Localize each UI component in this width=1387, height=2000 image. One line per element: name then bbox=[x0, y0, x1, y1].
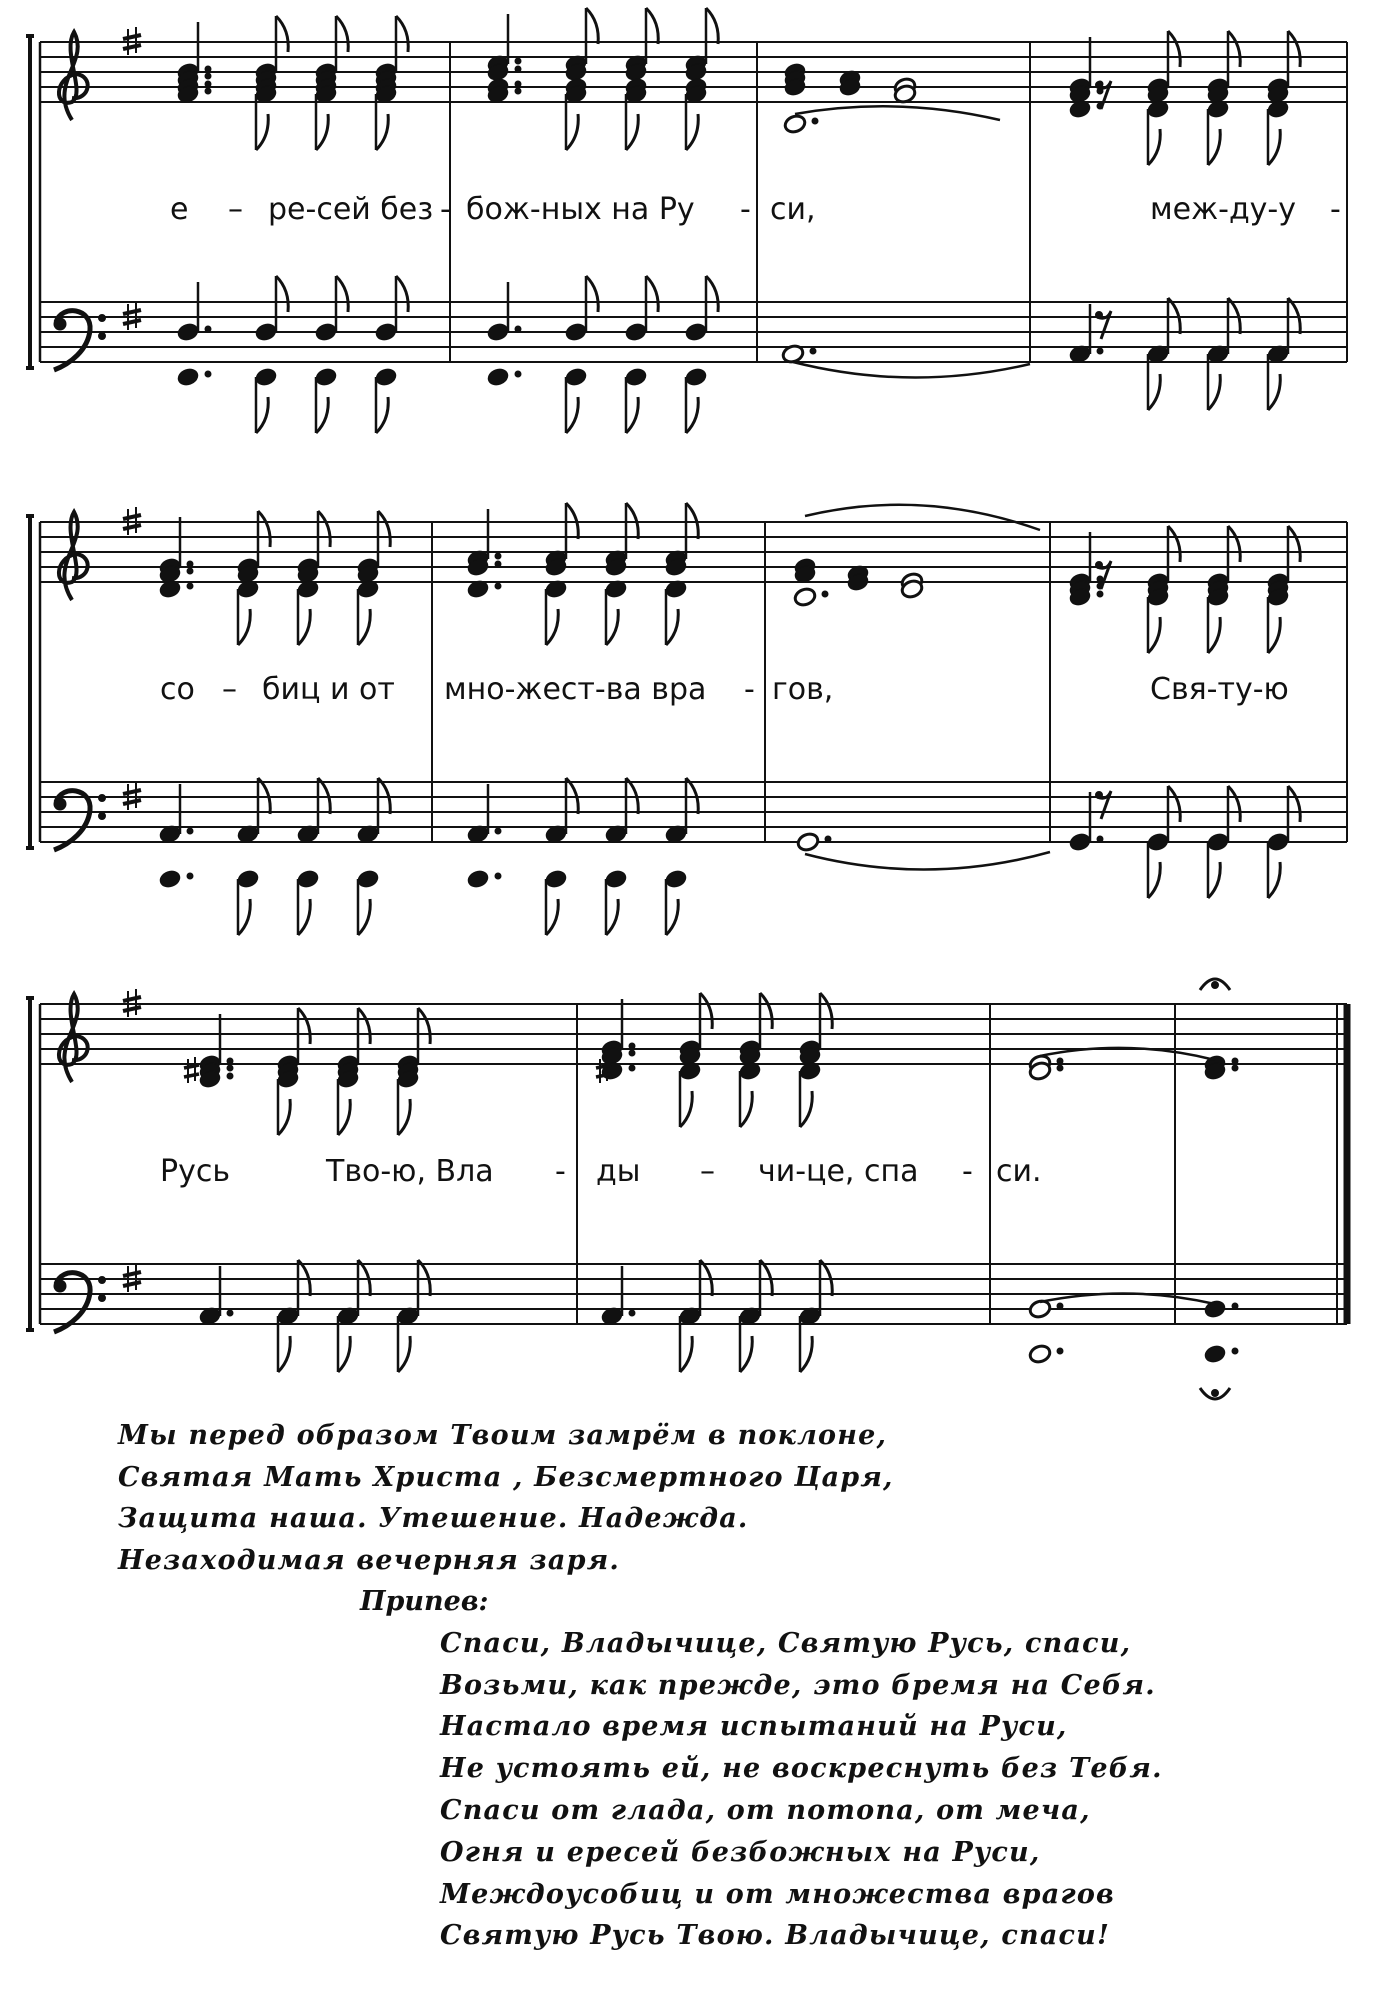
lyric-s3-3: ды bbox=[596, 1154, 641, 1189]
note-head bbox=[604, 869, 628, 890]
lyric-dash: - bbox=[962, 1154, 973, 1189]
note-flag bbox=[298, 1008, 310, 1044]
lyric-s2-1: со bbox=[160, 672, 195, 707]
augmentation-dot bbox=[205, 88, 211, 94]
lyric-dash: - bbox=[440, 192, 451, 227]
augmentation-dot bbox=[810, 348, 816, 354]
note-flag bbox=[646, 8, 658, 44]
augmentation-dot bbox=[1232, 1348, 1238, 1354]
augmentation-dot bbox=[1232, 1065, 1238, 1071]
augmentation-dot bbox=[1097, 836, 1103, 842]
key-sharp-icon bbox=[123, 45, 141, 49]
note-flag bbox=[626, 114, 638, 150]
note-flag bbox=[1148, 617, 1160, 653]
refrain-line: Святую Русь Твою. Владычице, спаси! bbox=[440, 1920, 1111, 1951]
note-flag bbox=[1148, 374, 1160, 410]
note-flag bbox=[1168, 786, 1180, 822]
note-flag bbox=[1228, 31, 1240, 67]
note-head bbox=[296, 869, 320, 890]
note-flag bbox=[1208, 374, 1220, 410]
note-flag bbox=[606, 609, 618, 645]
note-flag bbox=[398, 1336, 410, 1372]
note-head bbox=[314, 367, 338, 388]
eighth-rest-icon bbox=[1096, 562, 1103, 569]
lyric-dash: – bbox=[222, 672, 237, 707]
refrain-line: Возьми, как прежде, это бремя на Себя. bbox=[440, 1670, 1156, 1701]
augmentation-dot bbox=[1097, 576, 1103, 582]
note-flag bbox=[276, 276, 288, 312]
augmentation-dot bbox=[515, 88, 521, 94]
note-flag bbox=[666, 899, 678, 935]
lyric-s1-3: бож-ных на Ру bbox=[466, 192, 695, 227]
note-head bbox=[1266, 832, 1290, 853]
lyric-s3-4: чи-це, спа bbox=[758, 1154, 919, 1189]
lyric-dash: – bbox=[228, 192, 243, 227]
note-flag bbox=[686, 114, 698, 150]
note-flag bbox=[298, 609, 310, 645]
augmentation-dot bbox=[1057, 1058, 1063, 1064]
note-flag bbox=[760, 993, 772, 1029]
note-flag bbox=[378, 511, 390, 547]
note-flag bbox=[336, 16, 348, 52]
note-head bbox=[176, 367, 200, 388]
augmentation-dot bbox=[515, 371, 521, 377]
note-flag bbox=[1268, 129, 1280, 165]
note-head bbox=[1028, 1344, 1052, 1365]
note-flag bbox=[258, 511, 270, 547]
note-flag bbox=[338, 1099, 350, 1135]
note-flag bbox=[800, 1336, 812, 1372]
note-flag bbox=[686, 397, 698, 433]
augmentation-dot bbox=[205, 326, 211, 332]
system-bracket bbox=[26, 998, 34, 1330]
note-flag bbox=[316, 397, 328, 433]
lyric-s3-5: си. bbox=[996, 1154, 1042, 1189]
note-flag bbox=[680, 1091, 692, 1127]
note-flag bbox=[586, 8, 598, 44]
augmentation-dot bbox=[205, 73, 211, 79]
fermata-icon bbox=[1212, 1390, 1219, 1397]
bass-clef-icon bbox=[99, 795, 106, 802]
note-flag bbox=[606, 899, 618, 935]
note-flag bbox=[566, 397, 578, 433]
verse-line: Незаходимая вечерняя заря. bbox=[118, 1545, 620, 1576]
eighth-rest-icon bbox=[1096, 312, 1103, 319]
bass-clef-icon bbox=[54, 1280, 66, 1292]
system-bracket bbox=[26, 516, 34, 848]
key-sharp-icon bbox=[123, 1282, 141, 1286]
note-flag bbox=[740, 1091, 752, 1127]
augmentation-dot bbox=[187, 828, 193, 834]
sharp-accidental-icon bbox=[184, 1065, 199, 1068]
augmentation-dot bbox=[205, 81, 211, 87]
note-head bbox=[664, 869, 688, 890]
note-flag bbox=[740, 1336, 752, 1372]
bass-clef-icon bbox=[54, 798, 66, 810]
lyric-s1-4: си, bbox=[770, 192, 816, 227]
note-flag bbox=[376, 397, 388, 433]
treble-clef-icon bbox=[59, 994, 88, 1082]
note-head bbox=[1203, 1344, 1227, 1365]
note-flag bbox=[256, 114, 268, 150]
augmentation-dot bbox=[1057, 1303, 1063, 1309]
bass-clef-icon bbox=[99, 1277, 106, 1284]
augmentation-dot bbox=[1097, 348, 1103, 354]
key-sharp-icon bbox=[123, 320, 141, 324]
note-flag bbox=[376, 114, 388, 150]
note-flag bbox=[238, 899, 250, 935]
note-head bbox=[374, 322, 398, 343]
note-flag bbox=[238, 609, 250, 645]
note-flag bbox=[358, 899, 370, 935]
augmentation-dot bbox=[515, 81, 521, 87]
note-flag bbox=[358, 609, 370, 645]
bass-clef-icon bbox=[54, 318, 66, 330]
key-sharp-icon bbox=[123, 997, 141, 1001]
treble-clef-icon bbox=[59, 512, 88, 600]
eighth-rest-icon bbox=[1096, 792, 1103, 799]
note-flag bbox=[820, 993, 832, 1029]
refrain-line: Настало время испытаний на Руси, bbox=[440, 1711, 1068, 1742]
note-head bbox=[783, 114, 807, 135]
lyric-dash: - bbox=[740, 192, 751, 227]
note-flag bbox=[1268, 617, 1280, 653]
augmentation-dot bbox=[227, 1310, 233, 1316]
note-flag bbox=[1268, 862, 1280, 898]
slur bbox=[805, 852, 1050, 870]
system-bracket bbox=[26, 36, 34, 368]
augmentation-dot bbox=[1057, 1348, 1063, 1354]
note-flag bbox=[298, 899, 310, 935]
note-flag bbox=[666, 609, 678, 645]
note-flag bbox=[358, 1008, 370, 1044]
note-flag bbox=[396, 276, 408, 312]
note-head bbox=[486, 322, 510, 343]
note-flag bbox=[706, 276, 718, 312]
augmentation-dot bbox=[629, 1043, 635, 1049]
sharp-accidental-icon bbox=[184, 1074, 199, 1077]
refrain-line: Спаси, Владычице, Святую Русь, спаси, bbox=[440, 1628, 1132, 1659]
lyric-s1-5: меж-ду-у bbox=[1150, 192, 1297, 227]
augmentation-dot bbox=[812, 118, 818, 124]
refrain-line: Не устоять ей, не воскреснуть без Тебя. bbox=[440, 1753, 1163, 1784]
lyric-s3-1: Русь bbox=[160, 1154, 231, 1189]
slur bbox=[1040, 1293, 1215, 1304]
note-head bbox=[158, 869, 182, 890]
note-flag bbox=[1228, 526, 1240, 562]
key-sharp-icon bbox=[123, 515, 141, 519]
note-head bbox=[1146, 832, 1170, 853]
lyric-dash: - bbox=[744, 672, 755, 707]
augmentation-dot bbox=[515, 326, 521, 332]
key-sharp-icon bbox=[123, 1007, 141, 1011]
note-head bbox=[1068, 832, 1092, 853]
augmentation-dot bbox=[629, 1310, 635, 1316]
note-flag bbox=[418, 1008, 430, 1044]
note-head bbox=[374, 367, 398, 388]
note-flag bbox=[316, 114, 328, 150]
note-flag bbox=[1168, 31, 1180, 67]
note-flag bbox=[338, 1336, 350, 1372]
note-flag bbox=[398, 1099, 410, 1135]
note-flag bbox=[546, 609, 558, 645]
augmentation-dot bbox=[187, 568, 193, 574]
slur bbox=[793, 362, 1030, 378]
refrain-line: Междоусобиц и от множества врагов bbox=[440, 1879, 1115, 1910]
note-flag bbox=[1208, 129, 1220, 165]
verse-line: Защита наша. Утешение. Надежда. bbox=[118, 1503, 749, 1534]
lyric-dash: – bbox=[700, 1154, 715, 1189]
augmentation-dot bbox=[1097, 591, 1103, 597]
key-sharp-icon bbox=[123, 790, 141, 794]
note-flag bbox=[1228, 786, 1240, 822]
key-sharp-icon bbox=[123, 35, 141, 39]
fermata-icon bbox=[1212, 982, 1219, 989]
note-head bbox=[793, 587, 817, 608]
note-flag bbox=[278, 1099, 290, 1135]
note-flag bbox=[1208, 862, 1220, 898]
key-sharp-icon bbox=[123, 800, 141, 804]
augmentation-dot bbox=[825, 836, 831, 842]
lyric-s1-2: ре-сей без bbox=[268, 192, 434, 227]
note-flag bbox=[1288, 31, 1300, 67]
note-head bbox=[684, 367, 708, 388]
note-flag bbox=[626, 397, 638, 433]
note-flag bbox=[318, 511, 330, 547]
lyric-dash: - bbox=[555, 1154, 566, 1189]
note-flag bbox=[1148, 129, 1160, 165]
key-sharp-icon bbox=[123, 525, 141, 529]
augmentation-dot bbox=[515, 66, 521, 72]
note-flag bbox=[256, 397, 268, 433]
augmentation-dot bbox=[629, 1050, 635, 1056]
key-sharp-icon bbox=[123, 310, 141, 314]
refrain-heading: Припев: bbox=[360, 1586, 489, 1617]
augmentation-dot bbox=[495, 583, 501, 589]
augmentation-dot bbox=[1232, 1303, 1238, 1309]
note-flag bbox=[646, 276, 658, 312]
note-flag bbox=[706, 8, 718, 44]
note-flag bbox=[1288, 786, 1300, 822]
note-flag bbox=[1268, 374, 1280, 410]
note-flag bbox=[680, 1336, 692, 1372]
treble-clef-icon bbox=[59, 32, 88, 120]
note-head bbox=[796, 832, 820, 853]
lyric-s3-2: Тво-ю, Вла bbox=[326, 1154, 494, 1189]
lyric-s2-3: мно-жест-ва вра bbox=[444, 672, 707, 707]
eighth-rest-icon bbox=[1096, 82, 1103, 89]
lyric-s2-2: биц и от bbox=[262, 672, 395, 707]
note-head bbox=[314, 322, 338, 343]
verse-line: Святая Мать Христа , Безсмертного Царя, bbox=[118, 1462, 894, 1493]
note-head bbox=[486, 367, 510, 388]
note-flag bbox=[276, 16, 288, 52]
note-flag bbox=[566, 114, 578, 150]
augmentation-dot bbox=[629, 1065, 635, 1071]
note-flag bbox=[700, 993, 712, 1029]
note-head bbox=[176, 322, 200, 343]
note-flag bbox=[336, 276, 348, 312]
augmentation-dot bbox=[187, 561, 193, 567]
augmentation-dot bbox=[227, 1058, 233, 1064]
note-head bbox=[684, 322, 708, 343]
augmentation-dot bbox=[495, 873, 501, 879]
augmentation-dot bbox=[822, 591, 828, 597]
note-head bbox=[624, 322, 648, 343]
lyric-s2-5: Свя-ту-ю bbox=[1150, 672, 1289, 707]
note-head bbox=[624, 367, 648, 388]
lyric-s2-4: гов, bbox=[772, 672, 834, 707]
note-head bbox=[564, 367, 588, 388]
bass-clef-icon bbox=[99, 813, 106, 820]
augmentation-dot bbox=[1057, 1065, 1063, 1071]
bass-clef-icon bbox=[99, 333, 106, 340]
augmentation-dot bbox=[495, 561, 501, 567]
note-flag bbox=[546, 899, 558, 935]
note-head bbox=[236, 869, 260, 890]
note-flag bbox=[586, 276, 598, 312]
bass-clef-icon bbox=[99, 315, 106, 322]
note-head bbox=[544, 869, 568, 890]
note-flag bbox=[1288, 526, 1300, 562]
augmentation-dot bbox=[495, 553, 501, 559]
note-head bbox=[254, 367, 278, 388]
note-flag bbox=[800, 1091, 812, 1127]
verse-line: Мы перед образом Твоим замрём в поклоне, bbox=[118, 1420, 888, 1451]
refrain-line: Спаси от глада, от потопа, от меча, bbox=[440, 1795, 1091, 1826]
augmentation-dot bbox=[227, 1065, 233, 1071]
augmentation-dot bbox=[1232, 1058, 1238, 1064]
slur bbox=[795, 106, 1000, 120]
augmentation-dot bbox=[227, 1073, 233, 1079]
note-flag bbox=[396, 16, 408, 52]
augmentation-dot bbox=[205, 66, 211, 72]
augmentation-dot bbox=[495, 828, 501, 834]
note-flag bbox=[1148, 862, 1160, 898]
refrain-line: Огня и ересей безбожных на Руси, bbox=[440, 1837, 1041, 1868]
note-head bbox=[564, 322, 588, 343]
lyric-s1-1: е bbox=[170, 192, 189, 227]
note-flag bbox=[1168, 526, 1180, 562]
note-head bbox=[254, 322, 278, 343]
note-flag bbox=[278, 1336, 290, 1372]
key-sharp-icon bbox=[123, 1272, 141, 1276]
note-flag bbox=[1208, 617, 1220, 653]
augmentation-dot bbox=[515, 58, 521, 64]
augmentation-dot bbox=[187, 873, 193, 879]
note-head bbox=[1206, 832, 1230, 853]
slur bbox=[805, 505, 1040, 530]
note-head bbox=[466, 869, 490, 890]
augmentation-dot bbox=[205, 371, 211, 377]
augmentation-dot bbox=[187, 583, 193, 589]
bass-clef-icon bbox=[99, 1295, 106, 1302]
lyric-dash: - bbox=[1330, 192, 1341, 227]
note-head bbox=[356, 869, 380, 890]
